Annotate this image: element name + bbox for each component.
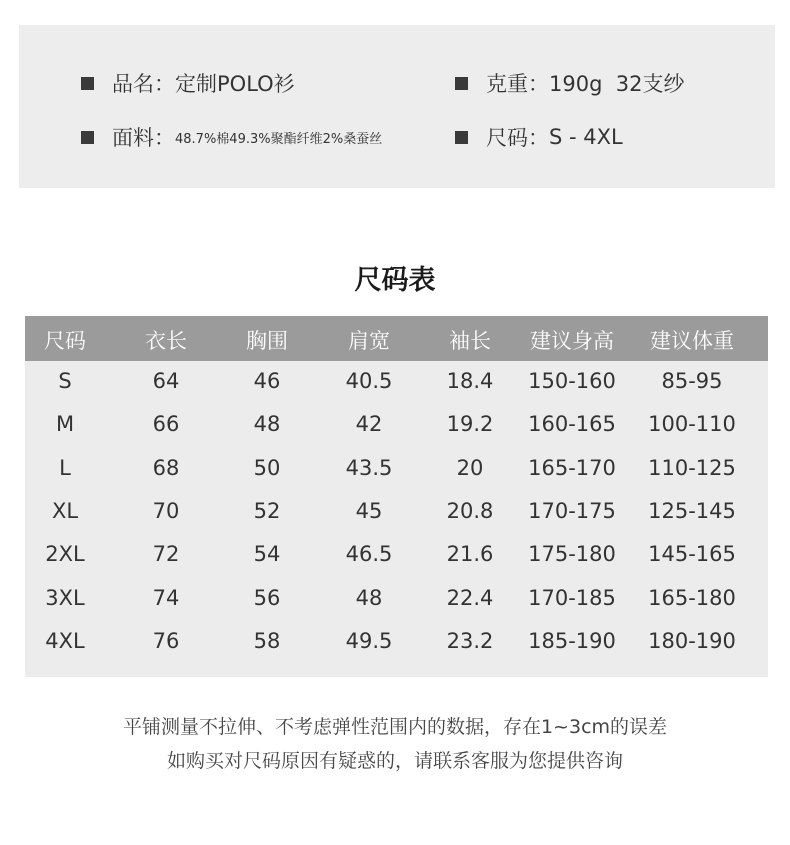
bullet-square-icon	[455, 131, 468, 144]
table-cell: 165-170	[528, 456, 616, 480]
size-range-label: 尺码：	[486, 126, 549, 150]
table-row	[25, 499, 768, 529]
info-fabric	[81, 122, 382, 152]
table-cell: 43.5	[345, 456, 393, 480]
table-cell: 150-160	[528, 369, 616, 393]
table-cell: 66	[152, 412, 180, 436]
table-cell: 4XL	[45, 629, 85, 653]
table-cell: 180-190	[648, 629, 736, 653]
table-row	[25, 586, 768, 616]
contact-note: 如购买对尺码原因有疑惑的，请联系客服为您提供咨询	[166, 750, 623, 772]
table-header-cell: 肩宽	[348, 329, 390, 353]
table-cell: 20	[456, 456, 484, 480]
table-cell: 72	[152, 542, 180, 566]
table-cell: 2XL	[45, 542, 85, 566]
table-cell: 185-190	[528, 629, 616, 653]
table-header-cell: 尺码	[44, 329, 86, 353]
table-cell: XL	[51, 499, 79, 523]
table-cell: 165-180	[648, 586, 736, 610]
table-cell: S	[58, 369, 72, 393]
table-row	[25, 629, 768, 659]
table-row	[25, 412, 768, 442]
table-cell: 45	[355, 499, 383, 523]
weight-label: 克重：	[486, 72, 549, 96]
table-cell: 20.8	[446, 499, 494, 523]
product-name-label: 品名：	[112, 72, 175, 96]
table-cell: 125-145	[648, 499, 736, 523]
table-cell: 68	[152, 456, 180, 480]
table-cell: 18.4	[446, 369, 494, 393]
table-cell: 145-165	[648, 542, 736, 566]
fabric-value: 48.7%棉49.3%聚酯纤维2%桑蚕丝	[175, 131, 383, 147]
table-cell: 19.2	[446, 412, 494, 436]
table-cell: 56	[253, 586, 281, 610]
table-row	[25, 369, 768, 399]
info-weight	[455, 68, 685, 98]
info-size-range	[455, 122, 623, 152]
table-header-row	[25, 316, 768, 361]
table-cell: 50	[253, 456, 281, 480]
size-range-value: S - 4XL	[549, 125, 623, 149]
table-cell: 100-110	[648, 412, 736, 436]
table-cell: 175-180	[528, 542, 616, 566]
bullet-square-icon	[81, 131, 94, 144]
table-header-cell: 胸围	[246, 329, 288, 353]
table-cell: 48	[355, 586, 383, 610]
table-cell: 170-185	[528, 586, 616, 610]
table-header-cell: 建议体重	[650, 329, 734, 353]
table-cell: 46.5	[345, 542, 393, 566]
measurement-note: 平铺测量不拉伸、不考虑弹性范围内的数据，存在1~3cm的误差	[122, 716, 668, 738]
table-cell: 3XL	[45, 586, 85, 610]
table-cell: 40.5	[345, 369, 393, 393]
table-cell: 85-95	[661, 369, 723, 393]
weight-value: 190g 32支纱	[549, 72, 685, 96]
table-cell: 70	[152, 499, 180, 523]
size-chart-title: 尺码表	[354, 265, 436, 296]
table-cell: 54	[253, 542, 281, 566]
table-cell: 76	[152, 629, 180, 653]
table-cell: 48	[253, 412, 281, 436]
table-cell: 110-125	[648, 456, 736, 480]
table-cell: 74	[152, 586, 180, 610]
table-row	[25, 456, 768, 486]
table-header-cell: 建议身高	[530, 329, 614, 353]
bullet-square-icon	[81, 77, 94, 90]
size-table	[25, 316, 768, 677]
product-name-value: 定制POLO衫	[175, 72, 295, 96]
table-cell: 64	[152, 369, 180, 393]
table-cell: L	[59, 456, 71, 480]
table-cell: 160-165	[528, 412, 616, 436]
bullet-square-icon	[455, 77, 468, 90]
table-cell: 23.2	[446, 629, 494, 653]
table-cell: 42	[355, 412, 383, 436]
fabric-label: 面料：	[112, 126, 175, 150]
table-cell: 49.5	[345, 629, 393, 653]
table-cell: M	[55, 412, 75, 436]
table-cell: 52	[253, 499, 281, 523]
table-row	[25, 542, 768, 572]
table-cell: 46	[253, 369, 281, 393]
table-header-cell: 衣长	[145, 329, 187, 353]
table-cell: 22.4	[446, 586, 494, 610]
info-product-name	[81, 68, 295, 98]
table-cell: 170-175	[528, 499, 616, 523]
table-cell: 58	[253, 629, 281, 653]
table-cell: 21.6	[446, 542, 494, 566]
table-header-cell: 袖长	[449, 329, 491, 353]
product-info-panel	[19, 25, 775, 188]
